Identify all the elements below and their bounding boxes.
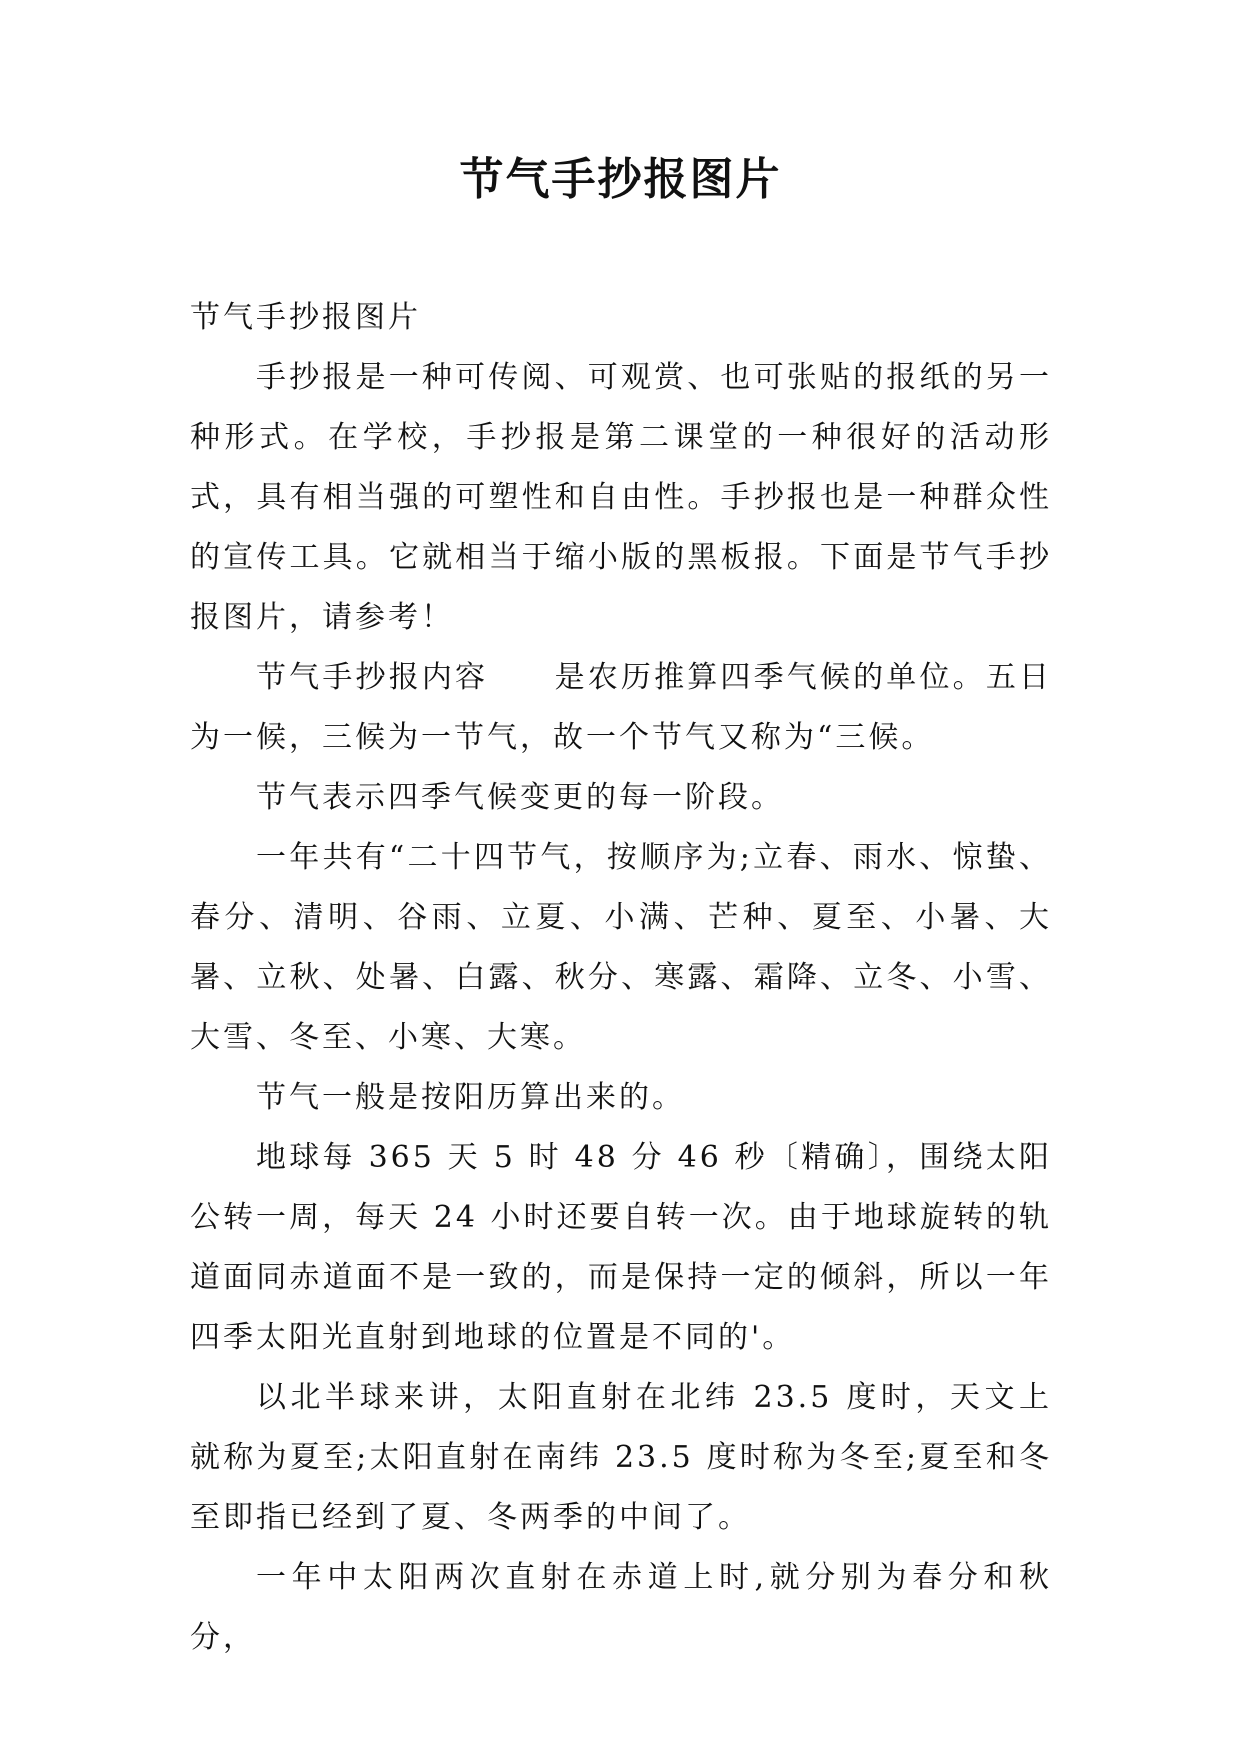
paragraph-terms-list: 一年共有“二十四节气，按顺序为;立春、雨水、惊蛰、春分、清明、谷雨、立夏、小满、芒种、夏至、小暑、大暑、立秋、处暑、白露、秋分、寒露、霜降、立冬、小雪、大雪、冬至、小寒、大寒。	[190, 840, 1052, 1055]
paragraph-equinox: 一年中太阳两次直射在赤道上时,就分别为春分和秋分，	[190, 1560, 1052, 1655]
paragraph-orbit: 地球每 365 天 5 时 48 分 46 秒〔精确〕，围绕太阳公转一周，每天 24 小时还要自转一次。由于地球旋转的轨道面同赤道面不是一致的，而是保持一定的倾斜，所以一年四季太阳光直射到地球的位置是不同的'。	[190, 1140, 1052, 1355]
document-body	[190, 288, 1052, 1668]
paragraph-meaning: 节气表示四季气候变更的每一阶段。	[256, 780, 784, 815]
paragraph-solstice: 以北半球来讲，太阳直射在北纬 23.5 度时，天文上就称为夏至;太阳直射在南纬 23.5 度时称为冬至;夏至和冬至即指已经到了夏、冬两季的中间了。	[190, 1380, 1052, 1535]
paragraph-content: 节气手抄报内容 是农历推算四季气候的单位。五日为一候，三候为一节气，故一个节气又称为“三候。	[190, 660, 1052, 755]
paragraph-subtitle: 节气手抄报图片	[190, 300, 421, 335]
paragraph-calendar: 节气一般是按阳历算出来的。	[256, 1080, 685, 1115]
paragraph-intro: 手抄报是一种可传阅、可观赏、也可张贴的报纸的另一种形式。在学校，手抄报是第二课堂的一种很好的活动形式，具有相当强的可塑性和自由性。手抄报也是一种群众性的宣传工具。它就相当于缩小版的黑板报。下面是节气手抄报图片，请参考！	[190, 360, 1052, 635]
document-title: 节气手抄报图片	[459, 154, 782, 205]
